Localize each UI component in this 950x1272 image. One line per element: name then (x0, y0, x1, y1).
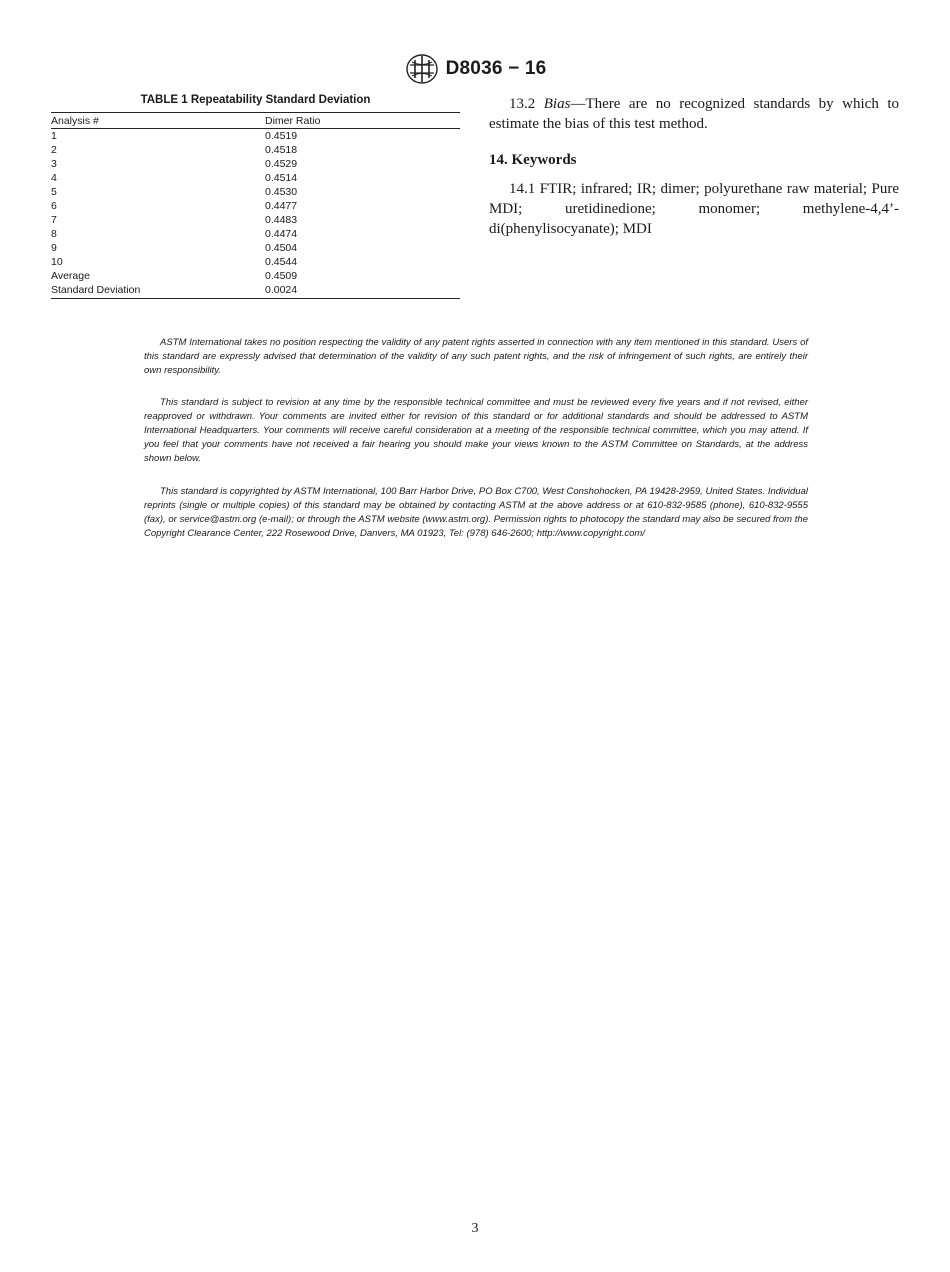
column-header-analysis: Analysis # (51, 113, 265, 129)
cell-analysis: 10 (51, 256, 63, 268)
table-title: TABLE 1 Repeatability Standard Deviation (140, 94, 371, 106)
cell-dimer-ratio: 0.4474 (265, 228, 298, 240)
section-number: 14.1 (509, 181, 536, 197)
cell-analysis: 3 (51, 158, 57, 170)
cell-analysis: Standard Deviation (51, 283, 265, 299)
keywords-heading: 14. Keywords (489, 152, 577, 168)
cell-dimer-ratio: 0.4530 (265, 186, 298, 198)
table-row (51, 213, 460, 227)
cell-analysis: 5 (51, 186, 57, 198)
section-term: Bias (543, 96, 571, 112)
table-row (51, 171, 460, 185)
cell-analysis: 1 (51, 130, 57, 142)
notice-text: ASTM International takes no position respecting the validity of any patent rights asserted in connection with any item mentioned in this standard. Users of this standard are expressly advised that determination of the validity of any such patent rights, and the risk of infringement of such rights, are entirely their own responsibility. (144, 337, 808, 376)
copyright-notice (144, 485, 808, 541)
table-row (51, 185, 460, 199)
table-row (51, 241, 460, 255)
section-13-2 (489, 94, 899, 134)
section-text: —There are no recognized standards by which to estimate the bias of this test method. (489, 96, 900, 132)
cell-dimer-ratio: 0.4509 (265, 270, 298, 282)
cell-analysis: 7 (51, 214, 57, 226)
revision-notice (144, 396, 808, 466)
table-header-row (51, 113, 460, 129)
cell-dimer-ratio: 0.4529 (265, 158, 298, 170)
column-header-dimer-ratio: Dimer Ratio (265, 113, 460, 129)
standard-designation: D8036 − 16 (445, 58, 547, 79)
table-row (51, 157, 460, 171)
notice-text: This standard is copyrighted by ASTM International, 100 Barr Harbor Drive, PO Box C700, West Conshohocken, PA 19428-2959, United States. Individual reprints (single or multiple copies) of this standard may be obtained by contacting ASTM at the above address or at 610-832-9585 (phone), 610-832-9555 (fax), or service@astm.org (e-mail); or through the ASTM website (www.astm.org). Permission rights to photocopy the standard may also be secured from the Copyright Clearance Center, 222 Rosewood Drive, Danvers, MA 01923, Tel: (978) 646-2600; http://www.copyright.com/ (144, 486, 808, 539)
patent-notice (144, 336, 808, 378)
table-body (51, 129, 460, 299)
cell-dimer-ratio: 0.4518 (265, 144, 298, 156)
table-row (51, 199, 460, 213)
cell-analysis: 2 (51, 144, 57, 156)
cell-dimer-ratio: 0.0024 (265, 283, 460, 299)
cell-dimer-ratio: 0.4504 (265, 242, 298, 254)
cell-analysis: 8 (51, 228, 57, 240)
keywords-text: FTIR; infrared; IR; dimer; polyurethane raw material; Pure MDI; uretidinedione; monomer; methylene-4,4’- di(phenylisocyanate); MDI (489, 181, 899, 237)
table-row (51, 269, 460, 283)
page-header (0, 52, 950, 86)
astm-logo-icon (404, 53, 440, 85)
table-row (51, 227, 460, 241)
cell-dimer-ratio: 0.4544 (265, 256, 298, 268)
cell-analysis: 4 (51, 172, 57, 184)
section-14-1 (489, 179, 899, 239)
cell-dimer-ratio: 0.4483 (265, 214, 298, 226)
cell-analysis: Average (51, 270, 90, 282)
table-row (51, 283, 460, 299)
right-column (489, 94, 899, 239)
cell-analysis: 9 (51, 242, 57, 254)
cell-analysis: 6 (51, 200, 57, 212)
section-number: 13.2 (509, 96, 536, 112)
page-number: 3 (471, 1221, 479, 1236)
repeatability-table (51, 112, 460, 299)
table-row (51, 255, 460, 269)
table-1 (51, 94, 460, 299)
cell-dimer-ratio: 0.4519 (265, 130, 298, 142)
table-row (51, 143, 460, 157)
table-row (51, 129, 460, 144)
cell-dimer-ratio: 0.4514 (265, 172, 298, 184)
cell-dimer-ratio: 0.4477 (265, 200, 298, 212)
notice-text: This standard is subject to revision at any time by the responsible technical committee and must be reviewed every five years and if not revised, either reapproved or withdrawn. Your comments are invited either for revision of this standard or for additional standards and should be addressed to ASTM International Headquarters. Your comments will receive careful consideration at a meeting of the responsible technical committee, which you may attend. If you feel that your comments have not received a fair hearing you should make your views known to the ASTM Committee on Standards, at the address shown below. (144, 397, 808, 464)
